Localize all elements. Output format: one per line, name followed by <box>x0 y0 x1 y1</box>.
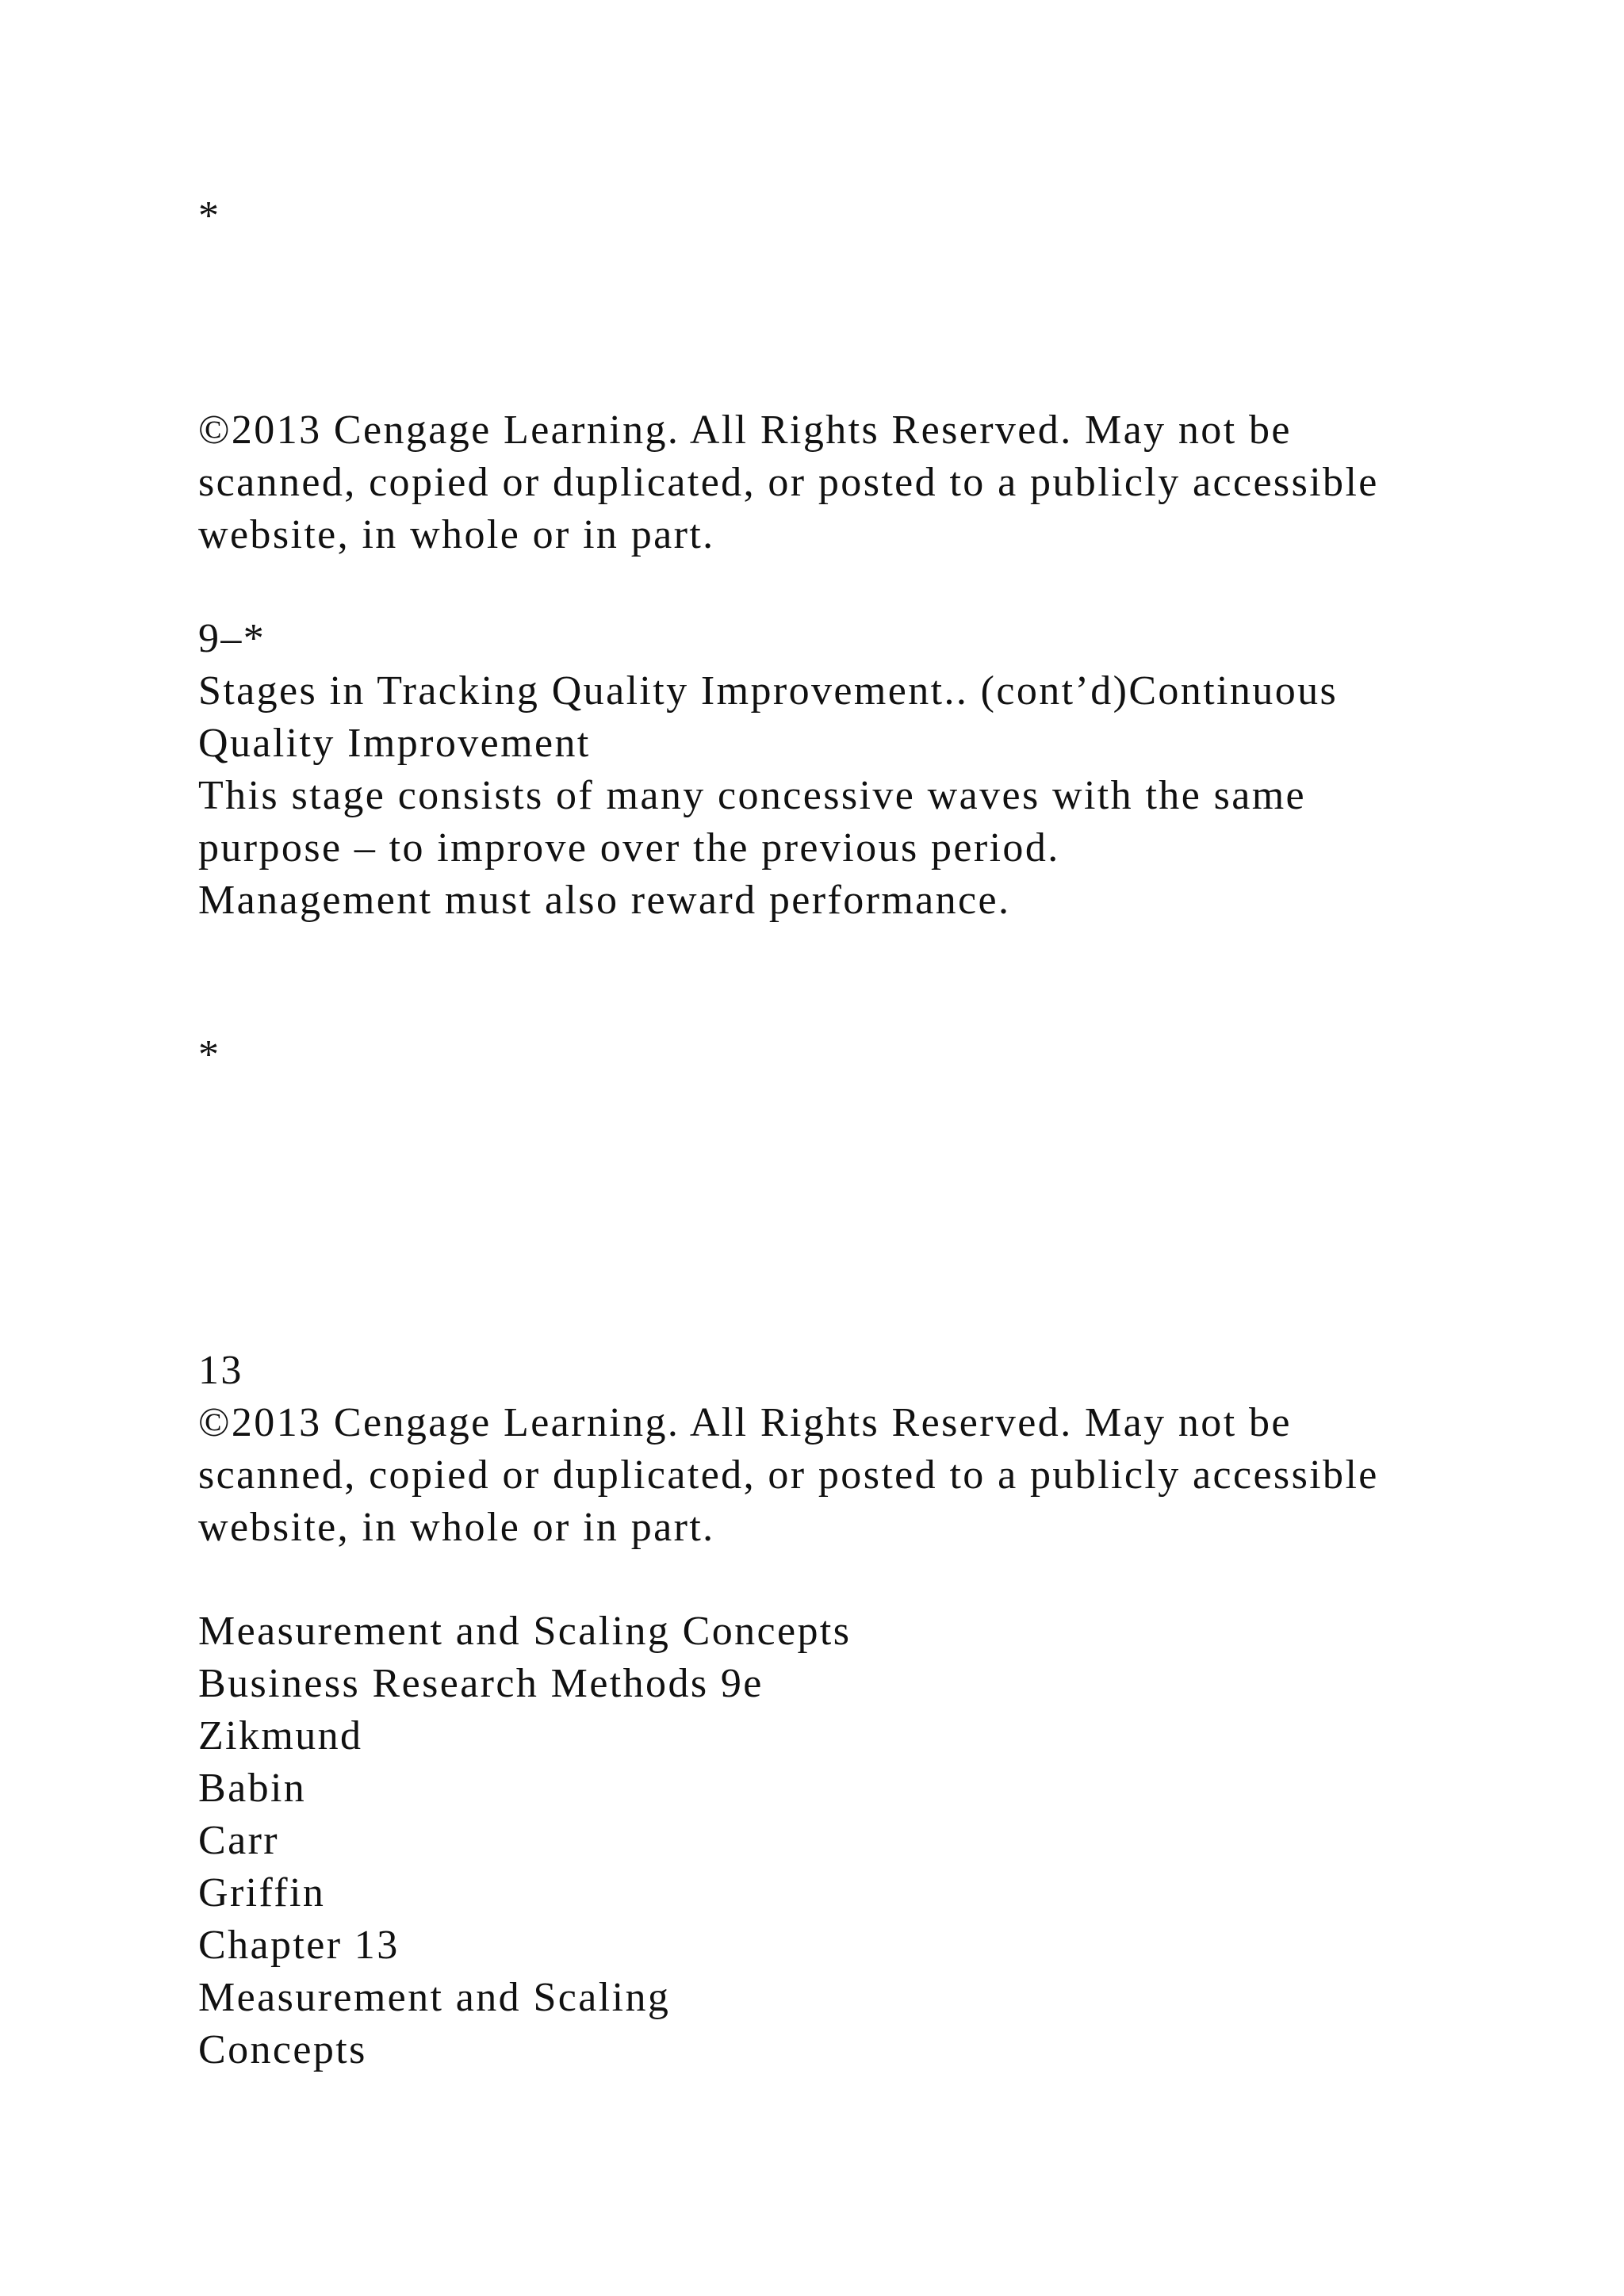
body-text-line: This stage consists of many concessive waves with the same <box>198 773 1307 818</box>
slide-heading: Stages in Tracking Quality Improvement.. (cont’d)Continuous <box>198 668 1339 714</box>
slide-heading: Quality Improvement <box>198 721 591 766</box>
copyright-line: scanned, copied or duplicated, or posted to a publicly accessible <box>198 1452 1379 1498</box>
author-name: Zikmund <box>198 1713 363 1758</box>
body-text-line: Management must also reward performance. <box>198 878 1011 923</box>
chapter-title: Concepts <box>198 2027 367 2072</box>
author-name: Griffin <box>198 1870 326 1915</box>
title-line: Business Research Methods 9e <box>198 1661 764 1706</box>
copyright-line: website, in whole or in part. <box>198 512 715 557</box>
slide-number: 13 <box>198 1348 243 1393</box>
copyright-line: website, in whole or in part. <box>198 1505 715 1550</box>
slide-number: 9–* <box>198 616 266 661</box>
copyright-line: scanned, copied or duplicated, or posted to a publicly accessible <box>198 460 1379 505</box>
author-name: Babin <box>198 1766 307 1811</box>
chapter-label: Chapter 13 <box>198 1923 400 1968</box>
body-text-line: purpose – to improve over the previous period. <box>198 825 1060 871</box>
title-line: Measurement and Scaling Concepts <box>198 1609 852 1654</box>
copyright-line: ©2013 Cengage Learning. All Rights Reserved. May not be <box>198 408 1292 453</box>
slide-marker-asterisk: * <box>198 1032 221 1077</box>
slide-marker-asterisk: * <box>198 193 221 239</box>
author-name: Carr <box>198 1818 279 1863</box>
chapter-title: Measurement and Scaling <box>198 1975 671 2020</box>
copyright-line: ©2013 Cengage Learning. All Rights Reserved. May not be <box>198 1400 1292 1445</box>
